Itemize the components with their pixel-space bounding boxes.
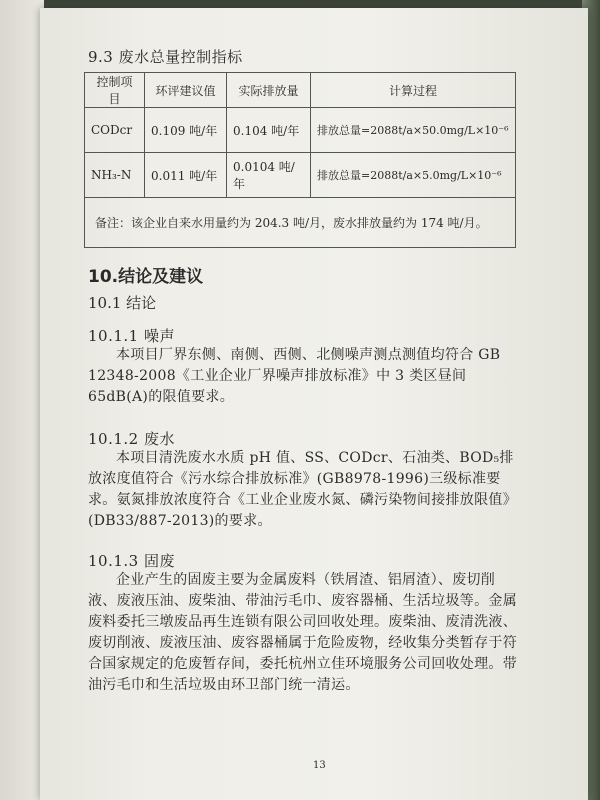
wastewater-control-table [84, 72, 516, 248]
section-10-1-title: 10.1 结论 [88, 294, 157, 312]
subsection-wastewater-title: 10.1.2 废水 [88, 430, 175, 448]
table-row [85, 153, 516, 198]
page-number: 13 [313, 760, 326, 771]
solid-waste-paragraph: 企业产生的固废主要为金属废料（铁屑渣、铝屑渣）、废切削液、废液压油、废柴油、带油污毛巾、废容器桶、生活垃圾等。金属废料委托三墩废品再生连锁有限公司回收处理。废柴油、废清洗液、废切削液、废液压油、废容器桶属于危险废物，经收集分类暂存于符合国家规定的危废暂存间，委托杭州立佳环境服务公司回收处理。带油污毛巾和生活垃圾由环卫部门统一清运。 [88, 572, 517, 693]
background-left [0, 0, 44, 800]
table-cell: 排放总量=2088t/a×50.0mg/L×10⁻⁶ [311, 108, 516, 153]
table-cell: 0.104 吨/年 [227, 108, 311, 153]
section-9-3-title: 9.3 废水总量控制指标 [88, 48, 243, 66]
table-header-cell: 实际排放量 [227, 73, 311, 108]
table-cell: 0.011 吨/年 [145, 153, 227, 198]
section-10-title: 10.结论及建议 [88, 267, 204, 287]
table-header-cell: 控制项目 [85, 73, 145, 108]
table-cell: 0.0104 吨/年 [227, 153, 311, 198]
table-header-cell: 计算过程 [311, 73, 516, 108]
table-note: 备注：该企业自来水用量约为 204.3 吨/月，废水排放量约为 174 吨/月。 [85, 198, 516, 248]
table-row [85, 108, 516, 153]
table-cell: CODcr [85, 108, 145, 153]
table-cell: 0.109 吨/年 [145, 108, 227, 153]
table-header-row [85, 73, 516, 108]
noise-paragraph: 本项目厂界东侧、南侧、西侧、北侧噪声测点测值均符合 GB 12348-2008《工业企业厂界噪声排放标准》中 3 类区昼间 65dB(A)的限值要求。 [88, 347, 501, 405]
table-cell: 排放总量=2088t/a×5.0mg/L×10⁻⁶ [311, 153, 516, 198]
subsection-noise-title: 10.1.1 噪声 [88, 327, 175, 345]
table-note-row [85, 198, 516, 248]
subsection-solid-waste-title: 10.1.3 固废 [88, 552, 175, 570]
table-cell: NH₃-N [85, 153, 145, 198]
table-header-cell: 环评建议值 [145, 73, 227, 108]
wastewater-paragraph: 本项目清洗废水水质 pH 值、SS、CODcr、石油类、BOD₅排放浓度值符合《污水综合排放标准》(GB8978-1996)三级标准要求。氨氮排放浓度符合《工业企业废水氮、磷污染物间接排放限值》(DB33/887-2013)的要求。 [88, 450, 517, 529]
